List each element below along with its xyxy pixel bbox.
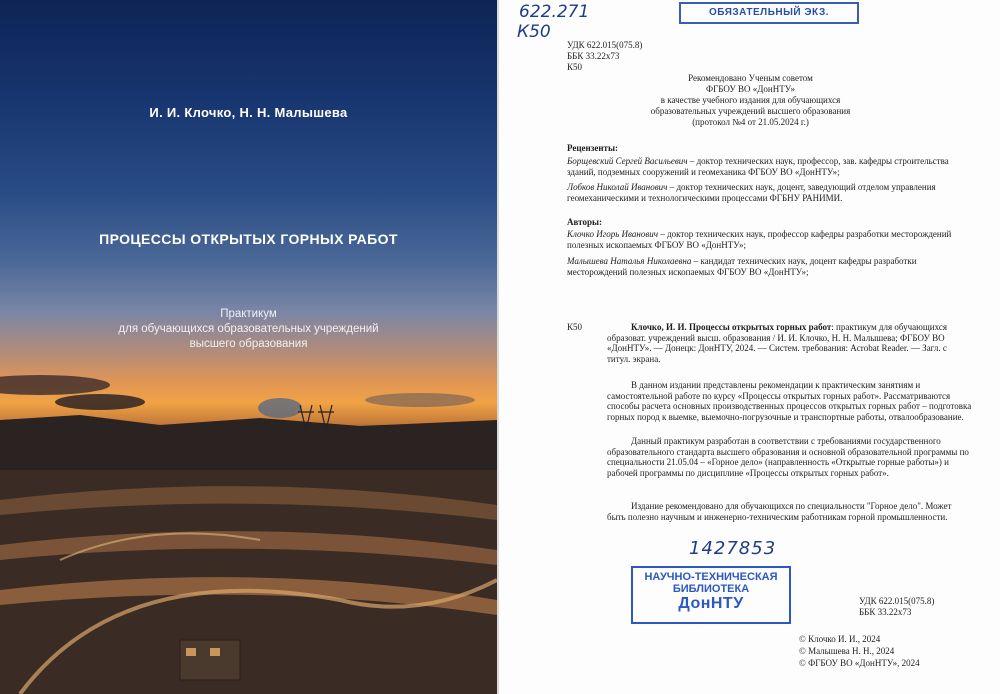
mandatory-copy-stamp: ОБЯЗАТЕЛЬНЫЙ ЭКЗ. <box>679 2 859 24</box>
recommend-line: (протокол №4 от 21.05.2024 г.) <box>692 117 809 127</box>
handwritten-k: К50 <box>517 22 551 42</box>
author-name: Клочко Игорь Иванович <box>567 229 659 239</box>
biblio-text: : практикум для обучающихся образоват. учреждений высш. образования / И. И. Клочко, Н. Н. Малышева; ФГБОУ ВО «ДонНТУ». — Донецк: ДонНТУ, 2024. — Систем. требования: Acrobat Reader. — Загл. с титул. экрана. <box>607 322 947 364</box>
handwritten-code: 622.271 <box>519 2 590 22</box>
reviewer-entry <box>567 182 972 203</box>
cover-subtitle-line: Практикум <box>220 308 277 320</box>
reviewer-name: Лобков Николай Иванович <box>567 182 668 192</box>
copyright-line: © Клочко И. И., 2024 <box>799 634 881 644</box>
biblio-heading: Клочко, И. И. Процессы открытых горных работ <box>631 322 832 332</box>
bibliographic-record <box>607 322 972 364</box>
reviewer-desc: – доктор технических наук, профессор, зав. кафедры строительства зданий, подземных сооружений и геомеханика ФГБОУ ВО «ДонНТУ»; <box>567 156 949 177</box>
imprint-page <box>497 0 1000 694</box>
abstract-paragraph: В данном издании представлены рекомендации к практическим занятиям и самостоятельной работе по курсу «Процессы открытых горных работ». Рассматриваются способы расчета основных производственных процессов открытых горных работ – подготовка горных пород к выемке, выемочно-погрузочные и транспортные работы, отвалообразование. <box>607 380 972 422</box>
reviewer-desc: – доктор технических наук, доцент, заведующий отделом управления геомеханическими и технологическими процессами ФГБНУ РАНИМИ. <box>567 182 936 203</box>
udk-code: УДК 622.015(075.8) <box>567 40 643 50</box>
copyright-line: © ФГБОУ ВО «ДонНТУ», 2024 <box>799 658 920 668</box>
bbk-bottom: ББК 33.22х73 <box>859 607 912 617</box>
bbk-code: ББК 33.22х73 <box>567 51 620 61</box>
abstract-paragraph: Данный практикум разработан в соответствии с требованиями государственного образовательного стандарта высшего образования и основной образовательной программы по специальности 21.05.04 – «Горное дело» (направленность «Открытые горные работы») и рабочей программы по дисциплине «Процессы открытых горных работ». <box>607 436 969 478</box>
author-entry <box>567 229 972 250</box>
author-entry <box>567 256 972 277</box>
recommend-line: ФГБОУ ВО «ДонНТУ» <box>705 84 796 94</box>
cover-subtitle-line: для обучающихся образовательных учреждений <box>118 323 379 335</box>
author-desc: – кандидат технических наук, доцент кафедры разработки месторождений полезных ископаемых ФГБОУ ВО «ДонНТУ»; <box>567 256 917 277</box>
recommend-line: образовательных учреждений высшего образования <box>650 106 851 116</box>
cover-title: ПРОЦЕССЫ ОТКРЫТЫХ ГОРНЫХ РАБОТ <box>99 231 398 247</box>
copyright-line: © Малышева Н. Н., 2024 <box>799 646 895 656</box>
library-stamp-line: НАУЧНО-ТЕХНИЧЕСКАЯ <box>644 571 778 583</box>
book-cover <box>0 0 497 694</box>
handwritten-number: 1427853 <box>689 538 777 559</box>
biblio-k50: К50 <box>567 322 583 332</box>
reviewers-label: Рецензенты: <box>567 143 618 153</box>
cover-subtitle <box>0 307 497 352</box>
udk-bottom: УДК 622.015(075.8) <box>859 596 935 606</box>
k50-code: К50 <box>567 62 583 72</box>
library-stamp-line: БИБЛИОТЕКА <box>672 583 750 595</box>
abstract-paragraph: Издание рекомендовано для обучающихся по специальности "Горное дело". Может быть полезно научным и инженерно-техническим работникам горной промышленности. <box>607 501 952 522</box>
cover-subtitle-line: высшего образования <box>189 338 308 350</box>
author-name: Малышева Наталья Николаевна <box>567 256 692 266</box>
reviewer-entry <box>567 156 972 177</box>
authors-label: Авторы: <box>567 217 602 227</box>
library-stamp-line: ДонНТУ <box>678 595 744 612</box>
library-stamp <box>631 566 791 624</box>
recommend-line: в качестве учебного издания для обучающихся <box>660 95 841 105</box>
reviewer-name: Борщевский Сергей Васильевич <box>567 156 688 166</box>
author-desc: – доктор технических наук, профессор кафедры разработки месторождений полезных ископаемых ФГБОУ ВО «ДонНТУ»; <box>567 229 952 250</box>
cover-authors: И. И. Клочко, Н. Н. Малышева <box>149 105 348 120</box>
recommend-line: Рекомендовано Ученым советом <box>688 73 813 83</box>
